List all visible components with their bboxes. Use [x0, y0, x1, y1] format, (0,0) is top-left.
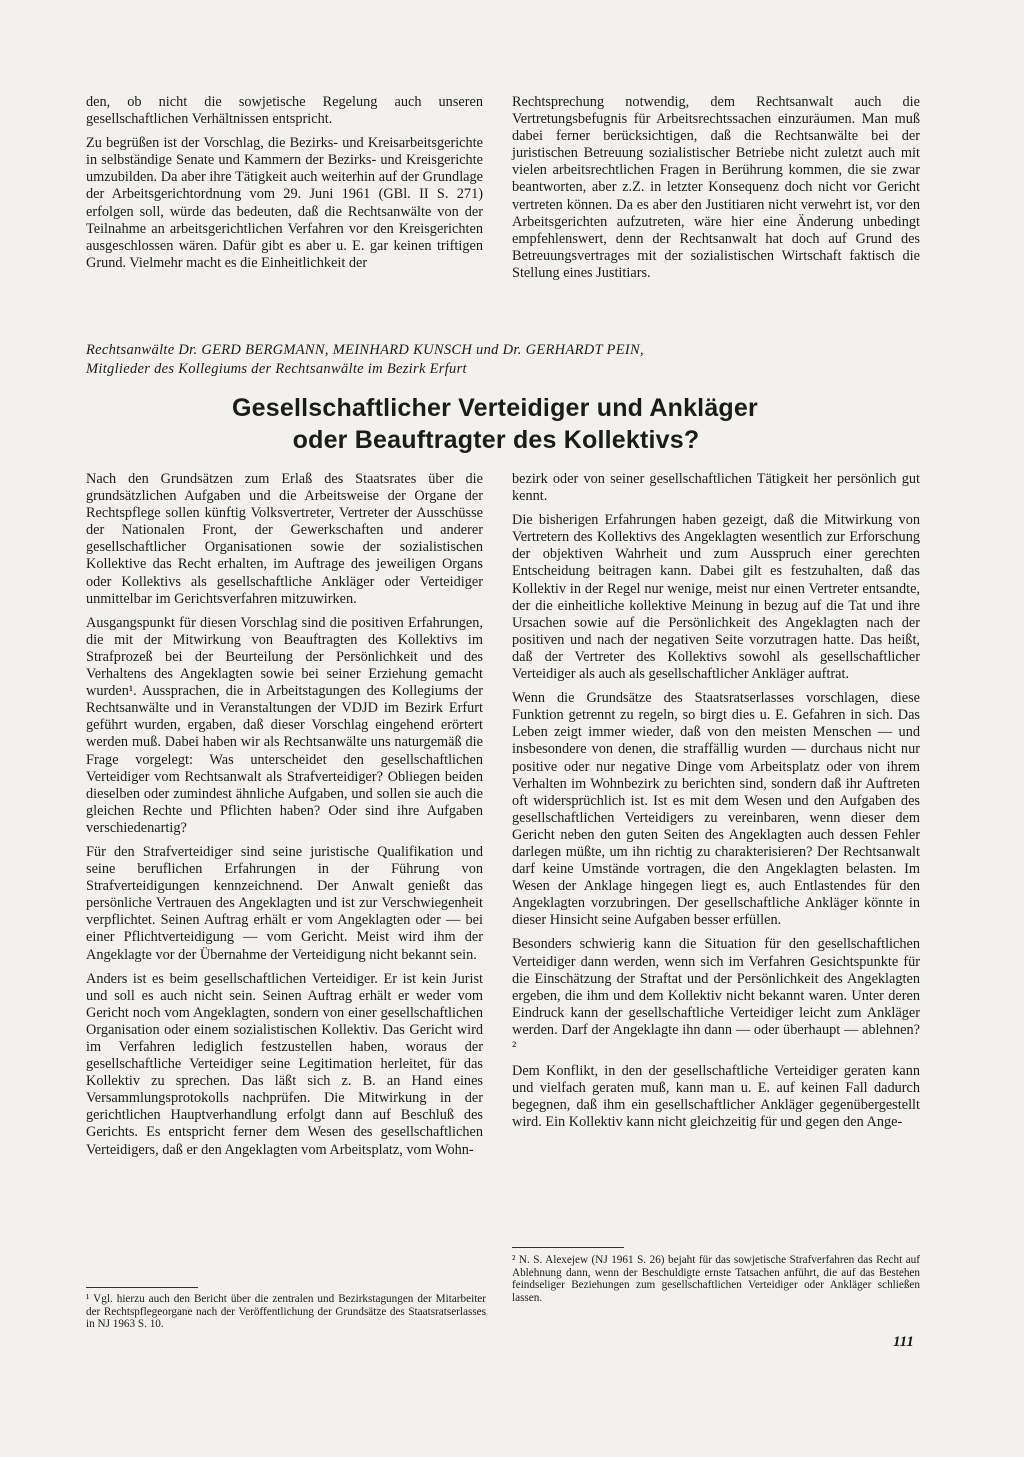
- paragraph: Die bisherigen Erfahrungen haben gezeigt, daß die Mitwirkung von Vertretern des Kollektivs des Angeklagten wesentlich zur Erforschung der objektiven Wahrheit und zum Ausspruch einer gerechten Entscheidung beitragen kann. Dabei gilt es festzuhalten, daß das Kollektiv in der Regel nur wenige, meist nur einen Vertreter entsandte, der die einheitliche kollektive Meinung in bezug auf die Tat und ihre Ursachen sowie auf die Persönlichkeit des Angeklagten nach der positiven und nach der negativen Seite vorzutragen hatte. Das heißt, daß der Vertreter des Kollektivs sowohl als gesellschaftlicher Verteidiger als auch als gesellschaftlicher Ankläger auftrat.: [512, 512, 920, 683]
- footnote-2: ² N. S. Alexejew (NJ 1961 S. 26) bejaht für das sowjetische Strafverfahren das Recht auf Ablehnung dann, wenn der Beschuldigte ernste Tatsachen anführt, die auf das Bestehen feindseliger Beziehungen zum gesellschaftlichen Verteidiger oder Ankläger schließen lassen.: [512, 1254, 920, 1304]
- article-left-column: [86, 471, 483, 1166]
- paragraph: Rechtsprechung notwendig, dem Rechtsanwalt auch die Vertretungsbefugnis für Arbeitsrechtssachen einzuräumen. Man muß dabei ferner berücksichtigen, daß die Rechtsanwälte bei der juristischen Betreuung sozialistischer Betriebe nicht zuletzt auch mit vielen arbeitsrechtlichen Fragen in Berührung kommen, die sie zwar beantworten, aber z.Z. in letzter Konsequenz doch nicht vor Gericht vertreten können. Da es aber den Justitiaren nicht verwehrt ist, vor den Arbeitsgerichten aufzutreten, wäre hier eine Änderung unbedingt empfehlenswert, denn der Rechtsanwalt hat doch auf Grund des Betreuungsvertrages mit der sozialistischen Wirtschaft faktisch die Stellung eines Justitiars.: [512, 94, 920, 281]
- footnote-1: ¹ Vgl. hierzu auch den Bericht über die zentralen und Bezirkstagungen der Mitarbeiter der Rechtspflegeorgane nach der Veröffentlichung der Grundsätze des Staatsratserlasses in NJ 1963 S. 10.: [86, 1293, 486, 1331]
- paragraph: Anders ist es beim gesellschaftlichen Verteidiger. Er ist kein Jurist und soll es auch nicht sein. Seinen Auftrag erhält er weder vom Gericht noch vom Angeklagten, sondern von einer gesellschaftlichen Organisation oder einem sozialistischen Kollektiv. Das Gericht wird im Verfahren lediglich festzustellen haben, woraus der gesellschaftliche Verteidiger seine Legitimation herleitet, für das Kollektiv zu sprechen. Das läßt sich z. B. an Hand eines Versammlungsprotokolls nachprüfen. Die Mitwirkung in der gerichtlichen Hauptverhandlung erfolgt dann auf Beschluß des Gerichts. Es entspricht ferner dem Wesen des gesellschaftlichen Verteidigers, daß er den Angeklagten vom Arbeitsplatz, vom Wohn-: [86, 970, 483, 1158]
- title-line-1: Gesellschaftlicher Verteidiger und Ankläger: [232, 394, 758, 422]
- paragraph: Dem Konflikt, in den der gesellschaftliche Verteidiger geraten kann und vielfach geraten muß, kann man u. E. auf keinen Fall dadurch begegnen, daß ihm ein gesellschaftlicher Ankläger gegenübergestellt wird. Ein Kollektiv kann nicht gleichzeitig für und gegen den Ange-: [512, 1063, 920, 1131]
- article-authors: [86, 341, 926, 379]
- title-line-2: oder Beauftragter des Kollektivs?: [292, 426, 700, 454]
- paragraph: Ausgangspunkt für diesen Vorschlag sind die positiven Erfahrungen, die mit der Mitwirkung von Beauftragten des Kollektivs im Strafprozeß bei der Beurteilung der Persönlichkeit und des Verhaltens des Angeklagten sowie bei seiner Erziehung gemacht wurden¹. Aussprachen, die in Arbeitstagungen des Kollegiums der Rechtsanwälte und in Veranstaltungen der VDJD im Bezirk Erfurt geführt wurden, ergaben, daß dieser Vorschlag eingehend erörtert werden muß. Dabei haben wir als Rechtsanwälte uns naturgemäß die Frage vorgelegt: Was unterscheidet den gesellschaftlichen Verteidiger vom Rechtsanwalt als Strafverteidiger? Obliegen beiden dieselben oder zumindest ähnliche Aufgaben, und sollen sie auch die gleichen Rechte und Pflichten haben? Oder sind ihre Aufgaben verschiedenartig?: [86, 614, 483, 836]
- article-title: [160, 392, 820, 456]
- article-right-column: [512, 471, 920, 1138]
- paragraph: Für den Strafverteidiger sind seine juristische Qualifikation und seine beruflichen Erfahrungen in der Führung von Strafverteidigungen kennzeichnend. Der Anwalt genießt das persönliche Vertrauen des Angeklagten und ist zur Verschwiegenheit verpflichtet. Seinen Auftrag erhält er vom Angeklagten oder — bei einer Pflichtverteidigung — vom Gericht. Meist wird ihm der Angeklagte vor der Übernahme der Verteidigung nicht bekannt sein.: [86, 843, 483, 963]
- paragraph: Zu begrüßen ist der Vorschlag, die Bezirks- und Kreisarbeitsgerichte in selbständige Senate und Kammern der Bezirks- und Kreisgerichte umzubilden. Da aber ihre Tätigkeit auch weiterhin auf der Grundlage der Arbeitsgerichtordnung vom 29. Juni 1961 (GBl. II S. 271) erfolgen soll, würde das bedeuten, daß die Rechtsanwälte von der Teilnahme an arbeitsgerichtlichen Verfahren vor den Kreisgerichten ausgeschlossen wären. Dafür gibt es aber u. E. gar keinen triftigen Grund. Vielmehr macht es die Einheitlichkeit der: [86, 135, 483, 271]
- authors-affiliation: Mitglieder des Kollegiums der Rechtsanwälte im Bezirk Erfurt: [86, 361, 467, 377]
- paragraph: Besonders schwierig kann die Situation für den gesellschaftlichen Verteidiger dann werden, wenn sich im Verfahren Gesichtspunkte für die Einschätzung der Straftat und der Persönlichkeit des Angeklagten ergeben, die ihm und dem Kollektiv nicht bekannt waren. Unter deren Eindruck kann der gesellschaftliche Verteidiger leicht zum Ankläger werden. Darf der Angeklagte ihn dann — oder überhaupt — ablehnen?²: [512, 936, 920, 1055]
- paragraph: den, ob nicht die sowjetische Regelung auch unseren gesellschaftlichen Verhältnissen entspricht.: [86, 94, 483, 128]
- page-number: 111: [893, 1334, 914, 1350]
- top-right-column: [512, 94, 920, 289]
- paragraph: bezirk oder von seiner gesellschaftlichen Tätigkeit her persönlich gut kennt.: [512, 471, 920, 505]
- paragraph: Wenn die Grundsätze des Staatsratserlasses vorschlagen, diese Funktion getrennt zu regeln, so birgt dies u. E. Gefahren in sich. Das Leben zeigt immer wieder, daß von den meisten Menschen — und insbesondere von denen, die straffällig wurden — durchaus nicht nur positive oder nur negative Dinge vom Arbeitsplatz oder von ihrem Verhalten im Wohnbezirk zu berichten sind, sondern daß ihr Auftreten oft widersprüchlich ist. Ist es mit dem Wesen und den Aufgaben des gesellschaftlichen Verteidigers zu vereinbaren, wenn dieser dem Gericht neben den guten Seiten des Angeklagten auch dessen Fehler darlegen müßte, um ihn richtig zu charakterisieren? Der Rechtsanwalt darf keine Umstände vortragen, die den Angeklagten belasten. Im Wesen der Anklage hingegen liegt es, auch Entlastendes für den Angeklagten vorzubringen. Der gesellschaftliche Ankläger könnte in dieser Hinsicht seine Aufgaben besser erfüllen.: [512, 690, 920, 929]
- footnote-divider: [86, 1287, 198, 1288]
- paragraph: Nach den Grundsätzen zum Erlaß des Staatsrates über die grundsätzlichen Aufgaben und die Arbeitsweise der Organe der Rechtspflege sollen künftig Volksvertreter, Vertreter der Ausschüsse der Nationalen Front, der Gewerkschaften und anderer gesellschaftlicher Organisationen sowie der sozialistischen Kollektive das Recht erhalten, im Auftrage des jeweiligen Organs oder Kollektivs als gesellschaftliche Ankläger oder Verteidiger unmittelbar im Gerichtsverfahren mitzuwirken.: [86, 471, 483, 607]
- footnote-divider: [512, 1247, 624, 1248]
- top-left-column: [86, 94, 483, 279]
- authors-line: Rechtsanwälte Dr. GERD BERGMANN, MEINHARD KUNSCH und Dr. GERHARDT PEIN,: [86, 342, 644, 358]
